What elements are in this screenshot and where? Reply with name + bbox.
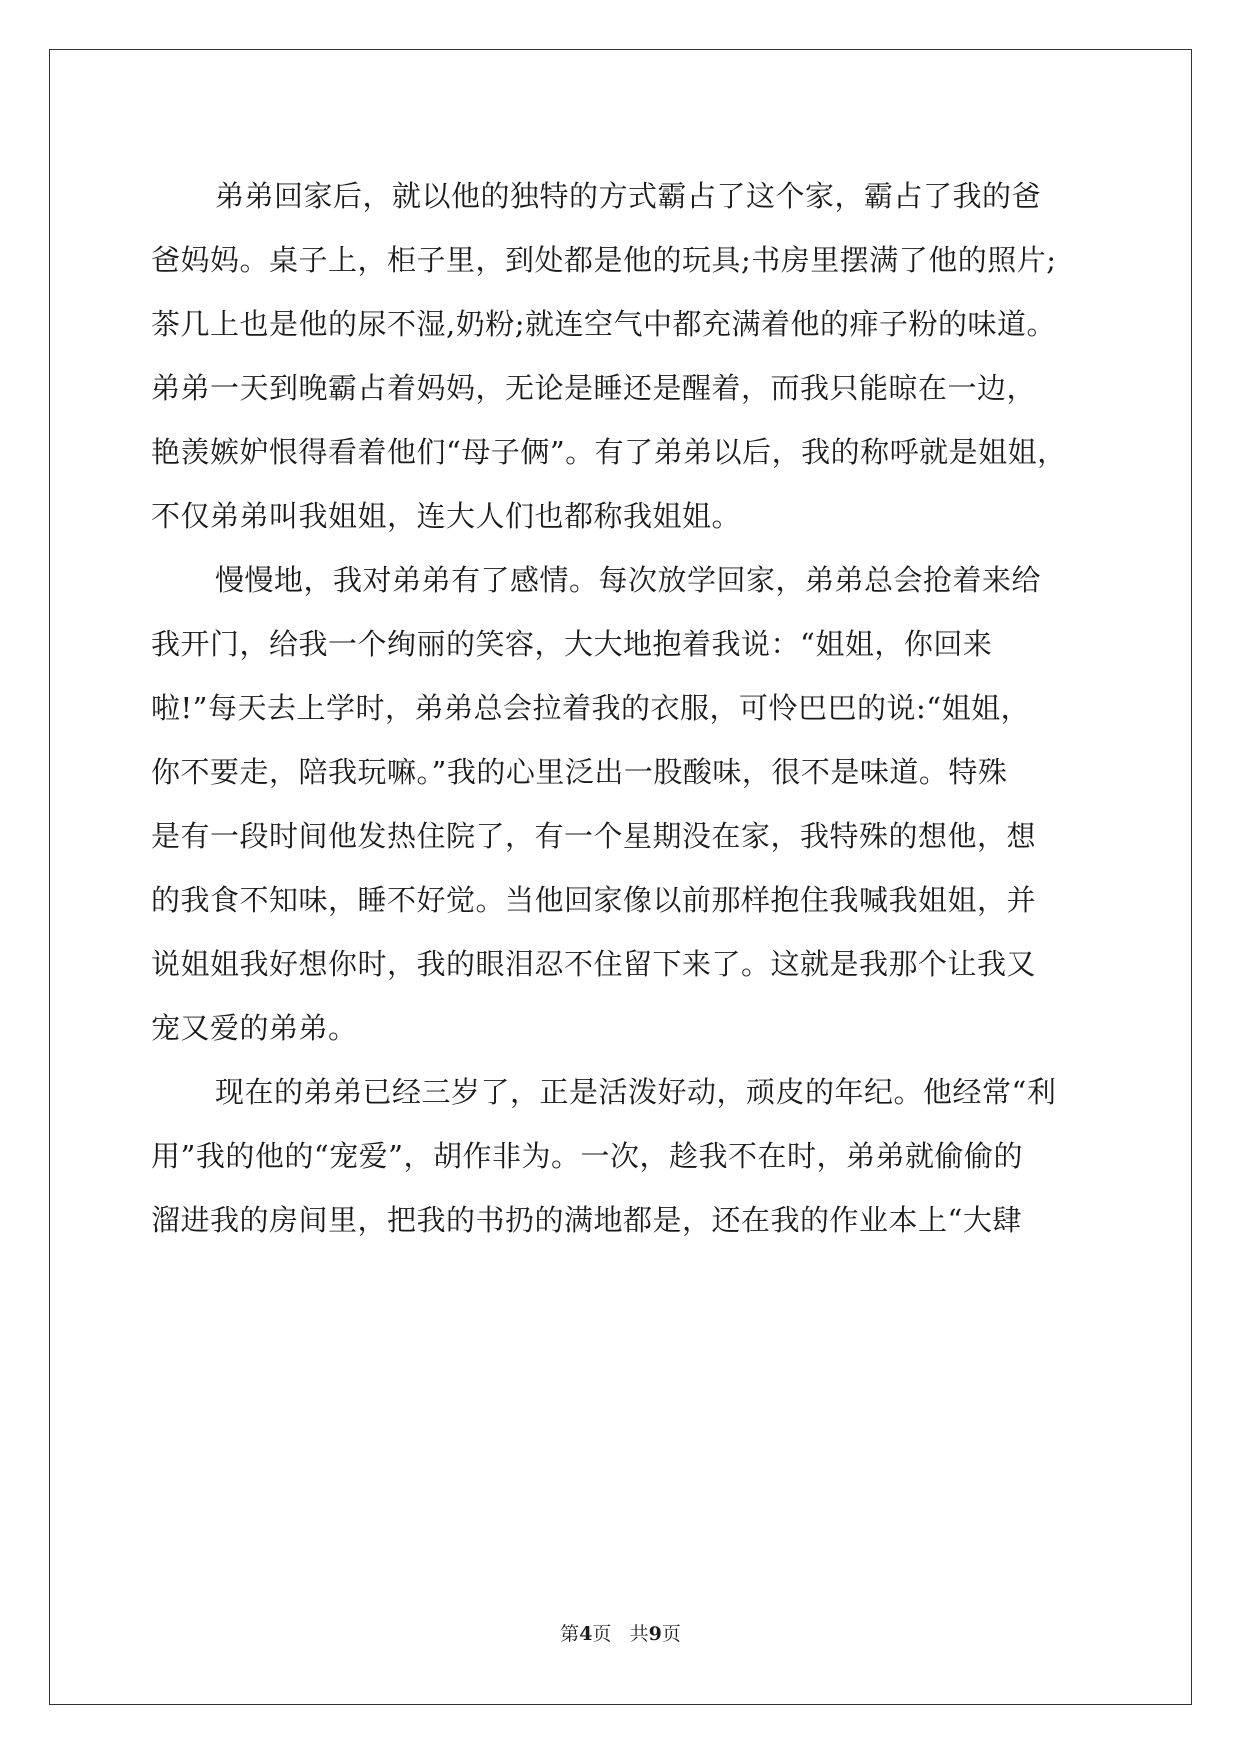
text-line: 不仅弟弟叫我姐姐，连大人们也都称我姐姐。 — [151, 499, 742, 533]
text-line: 爸妈妈。桌子上，柜子里，到处都是他的玩具;书房里摆满了他的照片; — [151, 243, 1057, 277]
text-line: 啦!”每天去上学时，弟弟总会拉着我的衣服，可怜巴巴的说:“姐姐， — [151, 691, 1031, 725]
page-number-footer — [0, 1619, 1241, 1646]
text-line: 用”我的他的“宠爱”，胡作非为。一次，趁我不在时，弟弟就偷偷的 — [151, 1139, 1023, 1173]
total-label-suffix: 页 — [661, 1623, 681, 1645]
total-label-prefix: 共 — [629, 1623, 649, 1645]
text-line: 茶几上也是他的尿不湿,奶粉;就连空气中都充满着他的痱子粉的味道。 — [151, 307, 1056, 341]
text-line: 宠又爱的弟弟。 — [151, 1011, 358, 1045]
text-line: 弟弟回家后，就以他的独特的方式霸占了这个家，霸占了我的爸 — [215, 179, 1042, 213]
text-line: 的我食不知味，睡不好觉。当他回家像以前那样抱住我喊我姐姐，并 — [151, 883, 1037, 917]
text-line: 现在的弟弟已经三岁了，正是活泼好动，顽皮的年纪。他经常“利 — [215, 1075, 1057, 1109]
text-line: 是有一段时间他发热住院了，有一个星期没在家，我特殊的想他，想 — [151, 819, 1037, 853]
text-line: 艳羡嫉妒恨得看着他们“母子俩”。有了弟弟以后，我的称呼就是姐姐， — [151, 435, 1067, 469]
text-line: 慢慢地，我对弟弟有了感情。每次放学回家，弟弟总会抢着来给 — [215, 563, 1042, 597]
document-body — [151, 164, 1096, 1252]
text-line: 说姐姐我好想你时，我的眼泪忍不住留下来了。这就是我那个让我又 — [151, 947, 1037, 981]
page-label-prefix: 第 — [560, 1623, 580, 1645]
current-page-number: 4 — [579, 1623, 593, 1645]
total-page-count: 9 — [648, 1623, 662, 1645]
page-label-suffix: 页 — [592, 1623, 612, 1645]
text-line: 溜进我的房间里，把我的书扔的满地都是，还在我的作业本上“大肆 — [151, 1203, 1022, 1237]
text-line: 弟弟一天到晚霸占着妈妈，无论是睡还是醒着，而我只能晾在一边， — [151, 371, 1037, 405]
text-line: 我开门，给我一个绚丽的笑容，大大地抱着我说：“姐姐，你回来 — [151, 627, 993, 661]
text-line: 你不要走，陪我玩嘛。”我的心里泛出一股酸味，很不是味道。特殊 — [151, 755, 1008, 789]
